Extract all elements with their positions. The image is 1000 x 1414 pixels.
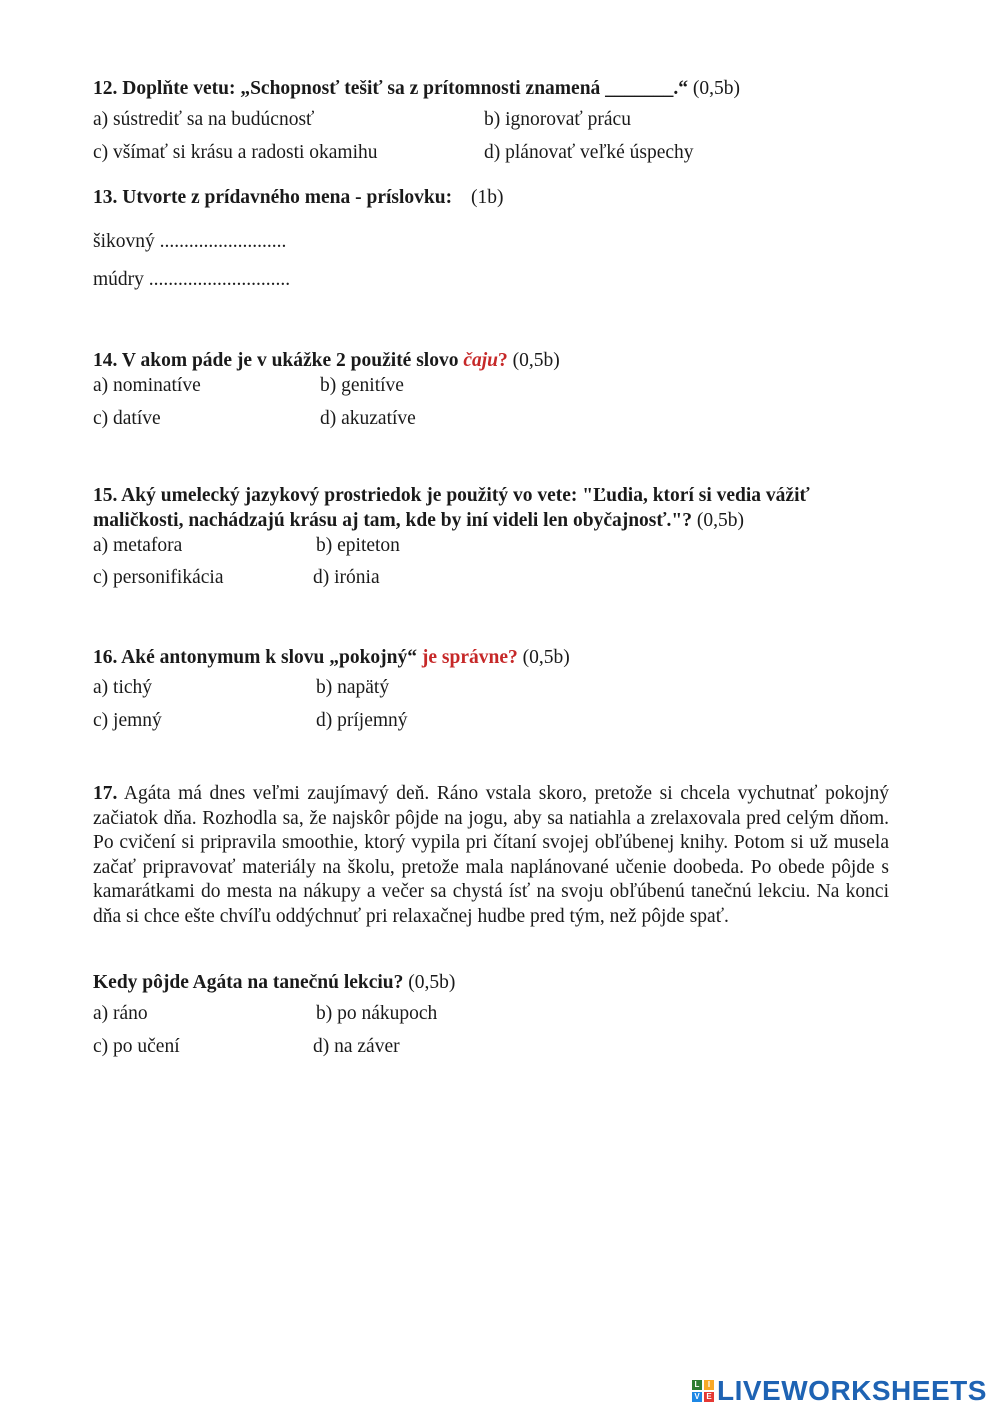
- question-14-word: čaju: [463, 350, 499, 371]
- q16-option-c[interactable]: c) jemný: [93, 710, 162, 731]
- question-17-text: Agáta má dnes veľmi zaujímavý deň. Ráno vstala skoro, pretože si chcela vychutnať pokojný začiatok dňa. Rozhodla sa, že najskôr pôjde na jogu, aby sa natiahla a zrelaxovala pred celým dňom. Po cvičení si pripravila smoothie, ktorý vypila pri čítaní svojej obľúbenej knihy. Potom si už musela začať pripravovať materiály na školu, pretože mala naplánované učenie doobeda. Po obede pôjde s kamarátkami do mesta na nákupy a večer sa chystá ísť na svoju obľúbenú tanečnú lekciu. Na konci dňa si chce ešte chvíľu oddýchnuť pri relaxačnej hudbe pred tým, než pôjde spať.: [93, 783, 889, 927]
- q15-option-a[interactable]: a) metafora: [93, 535, 183, 556]
- logo-mark-icon: [692, 1380, 714, 1402]
- q13-answer-line-2[interactable]: múdry .............................: [93, 269, 291, 290]
- logo-tile: V: [692, 1392, 702, 1402]
- question-13: [93, 185, 893, 210]
- question-12-points: (0,5b): [688, 78, 741, 99]
- q15-option-c[interactable]: c) personifikácia: [93, 567, 224, 588]
- question-17-points: (0,5b): [403, 972, 456, 993]
- question-16-title: 16. Aké antonymum k slovu „pokojný“: [93, 647, 422, 668]
- q17-option-b[interactable]: b) po nákupoch: [316, 1003, 438, 1024]
- q14-option-c[interactable]: c) datíve: [93, 408, 161, 429]
- q17-option-d[interactable]: d) na záver: [313, 1036, 400, 1057]
- q17-option-a[interactable]: a) ráno: [93, 1003, 148, 1024]
- q15-option-d[interactable]: d) irónia: [313, 567, 380, 588]
- question-15-points: (0,5b): [692, 510, 745, 531]
- question-12-title: 12. Doplňte vetu: „Schopnosť tešiť sa z prítomnosti znamená _______.“: [93, 78, 689, 99]
- q14-option-b[interactable]: b) genitíve: [320, 375, 404, 396]
- q15-option-b[interactable]: b) epiteton: [316, 535, 400, 556]
- q12-option-d[interactable]: d) plánovať veľké úspechy: [484, 142, 694, 163]
- liveworksheets-logo: [692, 1376, 987, 1406]
- question-14-mark: ?: [498, 350, 508, 371]
- question-13-title: 13. Utvorte z prídavného mena - príslovku:: [93, 187, 453, 208]
- q14-option-d[interactable]: d) akuzatíve: [320, 408, 416, 429]
- q13-answer-line-1[interactable]: šikovný ..........................: [93, 231, 287, 252]
- q16-option-d[interactable]: d) príjemný: [316, 710, 408, 731]
- q12-option-c[interactable]: c) všímať si krásu a radosti okamihu: [93, 142, 378, 163]
- question-13-points: (1b): [466, 187, 504, 208]
- logo-text: LIVEWORKSHEETS: [717, 1375, 987, 1406]
- question-15: [93, 483, 893, 533]
- question-14-points: (0,5b): [507, 350, 560, 371]
- question-16: [93, 645, 893, 670]
- question-16-points: (0,5b): [517, 647, 570, 668]
- question-14-title: 14. V akom páde je v ukážke 2 použité slovo: [93, 350, 464, 371]
- logo-tile: I: [704, 1380, 714, 1390]
- question-17-number: 17.: [93, 783, 118, 804]
- logo-tile: E: [704, 1392, 714, 1402]
- q14-option-a[interactable]: a) nominatíve: [93, 375, 201, 396]
- q16-option-b[interactable]: b) napätý: [316, 677, 390, 698]
- question-15-title: 15. Aký umelecký jazykový prostriedok je použitý vo vete: "Ľudia, ktorí si vedia vážiť maličkosti, nachádzajú krásu aj tam, kde by iní videli len obyčajnosť."?: [93, 485, 810, 531]
- question-17-prompt: [93, 970, 893, 995]
- question-17-passage: [93, 782, 889, 930]
- question-17-question: Kedy pôjde Agáta na tanečnú lekciu?: [93, 972, 404, 993]
- q17-option-c[interactable]: c) po učení: [93, 1036, 180, 1057]
- q12-option-b[interactable]: b) ignorovať prácu: [484, 109, 631, 130]
- q12-option-a[interactable]: a) sústrediť sa na budúcnosť: [93, 109, 315, 130]
- q16-option-a[interactable]: a) tichý: [93, 677, 153, 698]
- question-16-emphasis: je správne?: [421, 647, 518, 668]
- question-12: [93, 76, 893, 101]
- question-14: [93, 348, 893, 373]
- logo-tile: L: [692, 1380, 702, 1390]
